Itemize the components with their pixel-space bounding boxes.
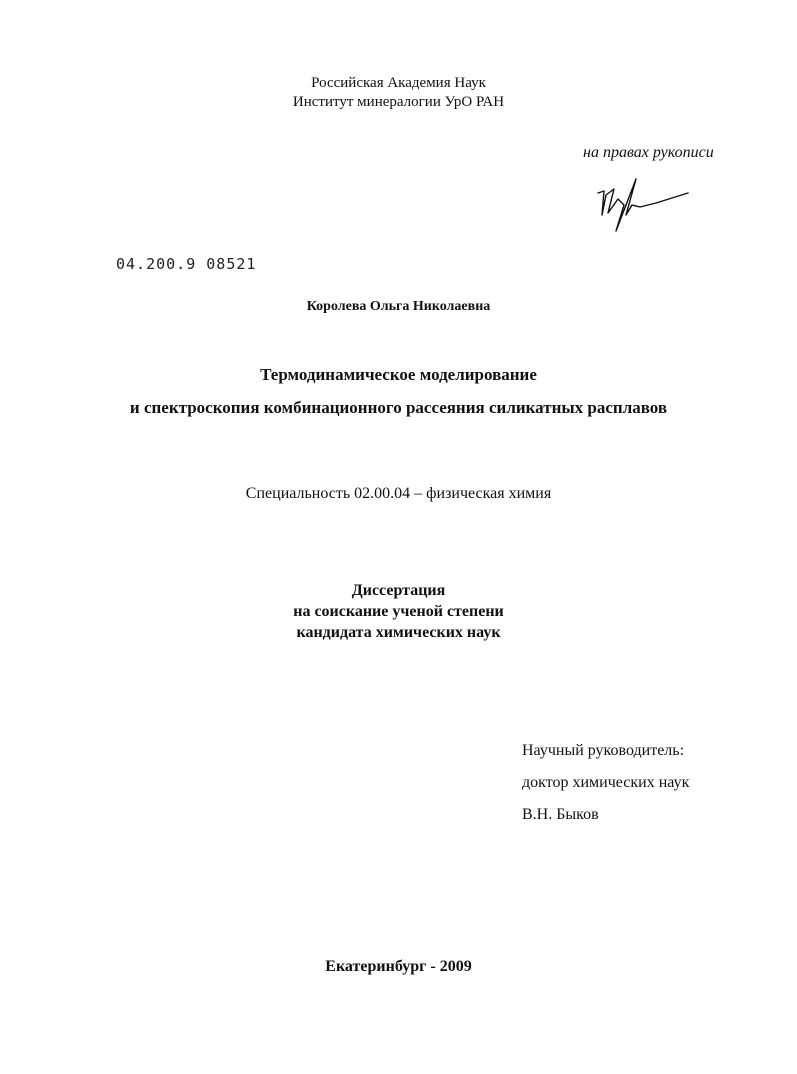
dissertation-line-1: Диссертация bbox=[351, 582, 446, 599]
author-name: Королева Ольга Николаевна bbox=[306, 299, 491, 314]
dissertation-type bbox=[0, 580, 797, 643]
scientific-advisor bbox=[522, 735, 689, 831]
advisor-name: В.Н. Быков bbox=[522, 806, 599, 823]
dissertation-title bbox=[0, 358, 797, 424]
dissertation-line-2: на соискание ученой степени bbox=[293, 603, 504, 620]
archive-stamp-number: 04.200.9 08521 bbox=[116, 255, 257, 273]
organization-header bbox=[0, 74, 797, 112]
advisor-degree: доктор химических наук bbox=[522, 774, 690, 791]
dissertation-line-3: кандидата химических наук bbox=[296, 624, 501, 641]
institute-name: Институт минералогии УрО РАН bbox=[292, 94, 505, 110]
signature-icon bbox=[596, 175, 696, 235]
title-line-2: и спектроскопия комбинационного рассеяния силикатных расплавов bbox=[129, 398, 668, 417]
title-line-1: Термодинамическое моделирование bbox=[260, 365, 537, 384]
city-year: Екатеринбург - 2009 bbox=[325, 958, 472, 975]
advisor-label: Научный руководитель: bbox=[522, 742, 685, 759]
specialty: Специальность 02.00.04 – физическая химия bbox=[245, 485, 552, 502]
manuscript-note: на правах рукописи bbox=[583, 144, 714, 161]
academy-name: Российская Академия Наук bbox=[311, 75, 486, 91]
